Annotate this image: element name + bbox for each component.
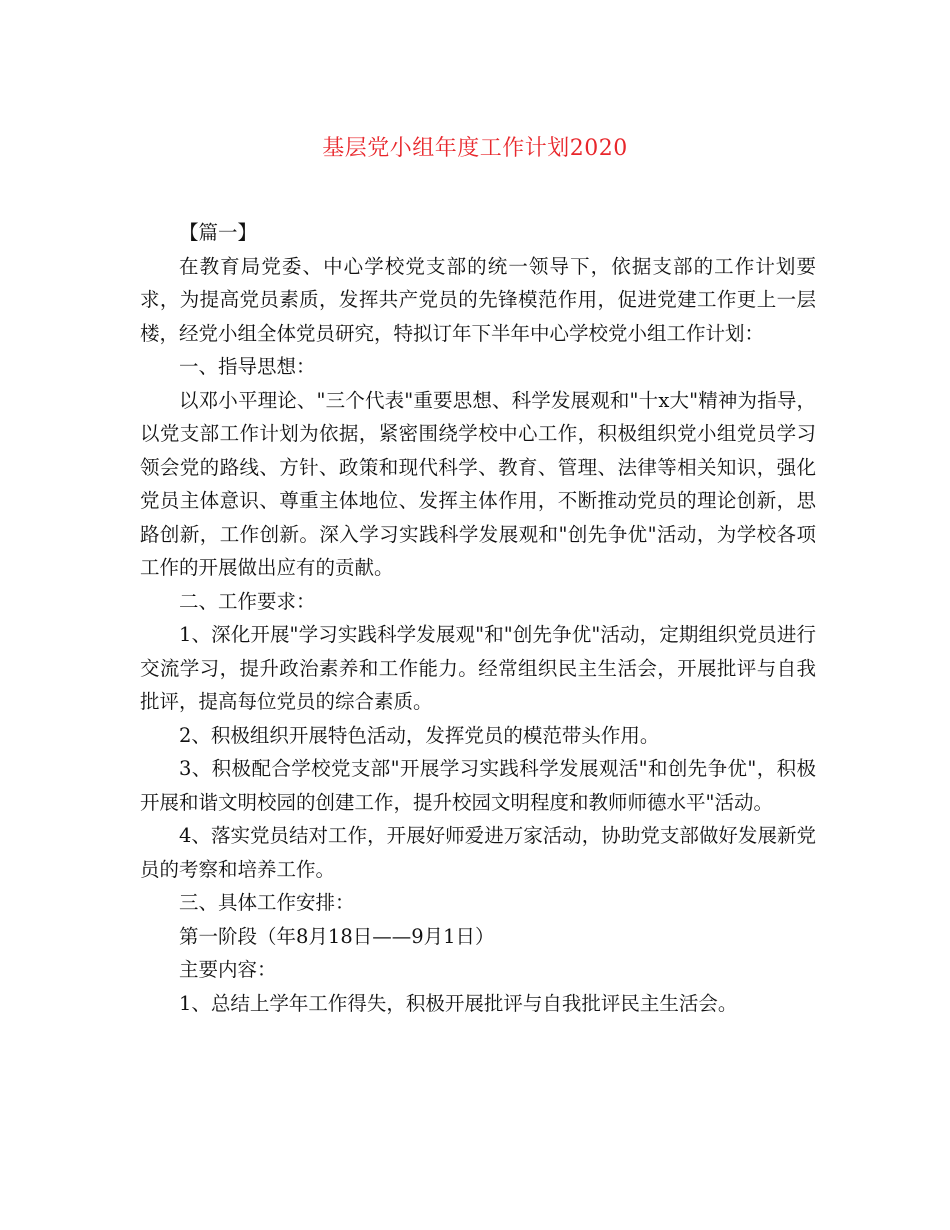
phase-one-item-1: 1、总结上学年工作得失，积极开展批评与自我批评民主生活会。 <box>179 991 738 1015</box>
heading-guiding-thought: 一、指导思想： <box>179 355 316 378</box>
requirement-item-1: 1、深化开展"学习实践科学发展观"和"创先争优"活动，定期组织党员进行交流学习，提升政治素养和工作能力。经常组织民主生活会，开展批评与自我批评，提高每位党员的综合素质。 <box>140 623 816 713</box>
requirement-item-2: 2、积极组织开展特色活动，发挥党员的模范带头作用。 <box>179 723 660 747</box>
main-content-label: 主要内容： <box>179 958 277 981</box>
document-body <box>140 216 816 1020</box>
heading-work-arrangement: 三、具体工作安排： <box>179 891 355 914</box>
heading-work-requirements: 二、工作要求： <box>179 589 316 613</box>
phase-one-heading: 第一阶段（年8月18日——9月1日） <box>179 924 495 948</box>
guiding-thought-paragraph: 以邓小平理论、"三个代表"重要思想、科学发展观和"十x大"精神为指导，以党支部工作计划为依据，紧密围绕学校中心工作，积极组织党小组党员学习领会党的路线、方针、政策和现代科学、教育、管理、法律等相关知识，强化党员主体意识、尊重主体地位、发挥主体作用，不断推动党员的理论创新，思路创新，工作创新。深入学习实践科学发展观和"创先争优"活动，为学校各项工作的开展做出应有的贡献。 <box>140 388 816 579</box>
requirement-item-3: 3、积极配合学校党支部"开展学习实践科学发展观活"和创先争优"，积极开展和谐文明校园的创建工作，提升校园文明程度和教师师德水平"活动。 <box>140 757 816 814</box>
intro-paragraph: 在教育局党委、中心学校党支部的统一领导下，依据支部的工作计划要求，为提高党员素质，发挥共产党员的先锋模范作用，促进党建工作更上一层楼，经党小组全体党员研究，特拟订年下半年中心学校党小组工作计划： <box>140 254 816 345</box>
document-title: 基层党小组年度工作计划2020 <box>322 136 628 161</box>
requirement-item-4: 4、落实党员结对工作，开展好师爱进万家活动，协助党支部做好发展新党员的考察和培养工作。 <box>140 824 816 881</box>
section-label-part-one: 【篇一】 <box>179 221 258 244</box>
